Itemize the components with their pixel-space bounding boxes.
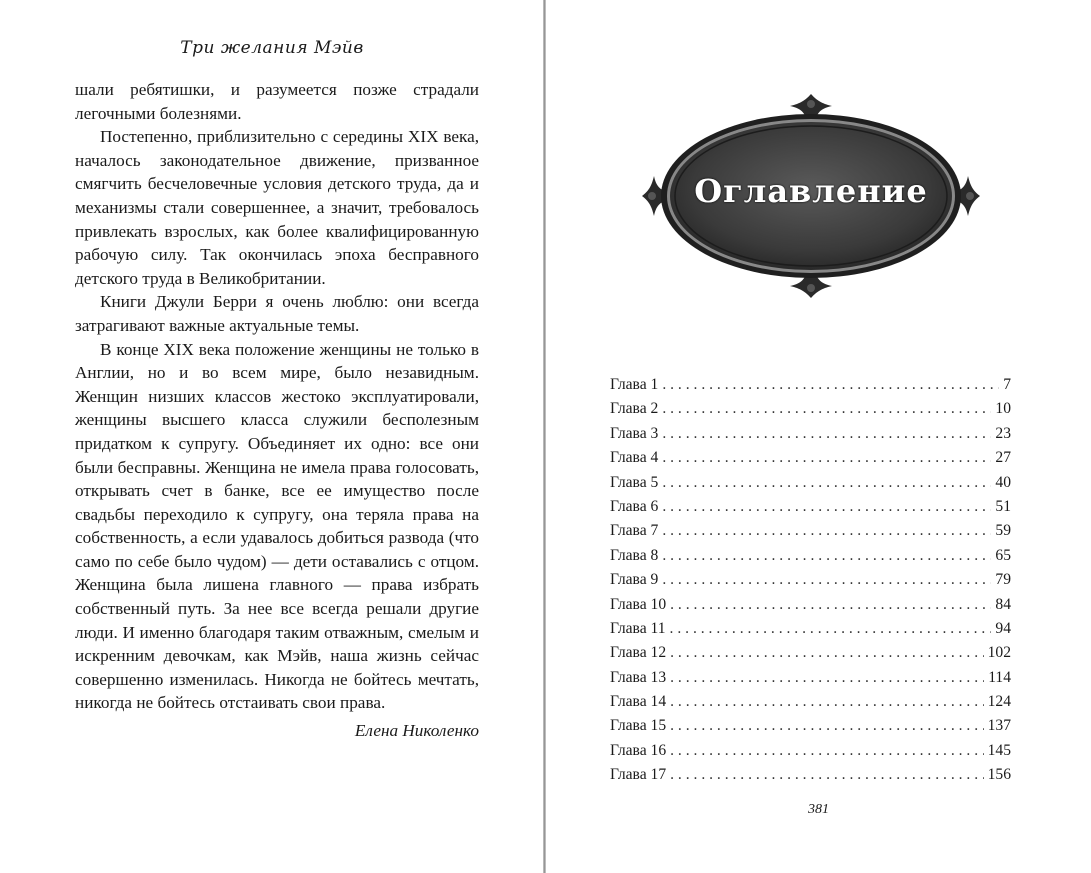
toc-leader	[670, 714, 983, 738]
toc-row[interactable]	[610, 446, 1011, 470]
toc-leader	[662, 373, 999, 397]
toc-page-number: 102	[987, 644, 1011, 662]
toc-label: Глава 15	[610, 717, 667, 735]
toc-leader	[670, 690, 983, 714]
table-of-contents	[610, 373, 1011, 788]
toc-label: Глава 5	[610, 473, 659, 491]
toc-page-number: 137	[987, 717, 1011, 735]
toc-row[interactable]	[610, 422, 1011, 446]
toc-leader	[662, 397, 991, 421]
toc-label: Глава 9	[610, 571, 659, 589]
toc-row[interactable]	[610, 544, 1011, 568]
toc-page-number: 124	[987, 693, 1011, 711]
toc-row[interactable]	[610, 690, 1011, 714]
body-text	[75, 78, 479, 743]
toc-row[interactable]	[610, 666, 1011, 690]
toc-row[interactable]	[610, 471, 1011, 495]
toc-row[interactable]	[610, 373, 1011, 397]
toc-leader	[662, 568, 991, 592]
toc-leader	[670, 641, 983, 665]
page-number: 381	[808, 802, 829, 817]
toc-leader	[662, 519, 991, 543]
left-page	[0, 0, 544, 873]
toc-label: Глава 13	[610, 668, 667, 686]
toc-page-number: 40	[995, 473, 1011, 491]
toc-label: Глава 12	[610, 644, 667, 662]
toc-leader	[670, 763, 983, 787]
toc-page-number: 51	[995, 497, 1011, 515]
paragraph-2: Постепенно, приблизительно с середины XIX века, началось законодательное движение, призванное смягчить бесчеловечные условия детского труда, да и механизмы стали совершеннее, а значит, требовалось привлекать взрослых, как более квалифицированную рабочую силу. Так окончилась эпоха бесправного детского труда в Великобритании.	[75, 127, 479, 288]
toc-page-number: 65	[995, 546, 1011, 564]
toc-page-number: 114	[988, 668, 1011, 686]
toc-leader	[662, 495, 991, 519]
toc-page-number: 7	[1003, 376, 1011, 393]
toc-row[interactable]	[610, 568, 1011, 592]
toc-label: Глава 17	[610, 766, 667, 784]
toc-page-number: 145	[987, 741, 1011, 759]
signature: Елена Николенко	[354, 721, 479, 741]
toc-page-number: 79	[995, 571, 1011, 589]
toc-page-number: 10	[995, 400, 1011, 418]
toc-label: Глава 2	[610, 400, 659, 418]
toc-row[interactable]	[610, 519, 1011, 543]
paragraph-1: шали ребятишки, и разумеется позже страдали легочными болезнями.	[75, 80, 479, 123]
toc-label: Глава 11	[610, 619, 666, 637]
toc-row[interactable]	[610, 617, 1011, 641]
toc-page-number: 84	[995, 595, 1011, 613]
toc-label: Глава 8	[610, 546, 659, 564]
toc-label: Глава 3	[610, 424, 659, 442]
toc-leader	[662, 422, 991, 446]
toc-label: Глава 16	[610, 741, 667, 759]
toc-row[interactable]	[610, 763, 1011, 787]
toc-leader	[670, 666, 984, 690]
toc-leader	[662, 471, 991, 495]
toc-row[interactable]	[610, 495, 1011, 519]
toc-leader	[670, 739, 983, 763]
toc-title: Оглавление	[694, 172, 928, 210]
toc-label: Глава 7	[610, 522, 659, 540]
paragraph-4: В конце XIX века положение женщины не только в Англии, но и во всем мире, было незавидным. Женщин низших классов жестоко эксплуатировали, женщины высшего класса служили бесполезным придатком к супругу. Объединяет их одно: все они были бесправны. Женщина не имела права голосовать, открывать счет в банке, все ее имущество после свадьбы переходило к супругу, она теряла права на собственность, а если удавалось добиться развода (что само по себе было чудом) — дети оставались с отцом. Женщина была лишена главного — права избрать собственный путь. За нее все всегда решали другие люди. И именно благодаря таким отважным, смелым и искренним девочкам, как Мэйв, наша жизнь сейчас совершенно изменилась. Никогда не бойтесь мечтать, никогда не бойтесь отстаивать свои права.	[75, 339, 479, 713]
toc-leader	[662, 446, 991, 470]
toc-row[interactable]	[610, 593, 1011, 617]
running-head: Три желания Мэйв	[180, 38, 364, 58]
toc-label: Глава 6	[610, 497, 659, 515]
toc-page-number: 23	[995, 424, 1011, 442]
toc-page-number: 156	[987, 766, 1011, 784]
toc-label: Глава 4	[610, 449, 659, 467]
toc-leader	[670, 593, 991, 617]
toc-leader	[670, 617, 992, 641]
toc-row[interactable]	[610, 397, 1011, 421]
toc-row[interactable]	[610, 641, 1011, 665]
toc-row[interactable]	[610, 739, 1011, 763]
toc-label: Глава 10	[610, 595, 667, 613]
toc-label: Глава 14	[610, 693, 667, 711]
toc-label: Глава 1	[610, 376, 659, 393]
toc-page-number: 59	[995, 522, 1011, 540]
toc-row[interactable]	[610, 714, 1011, 738]
toc-leader	[662, 544, 991, 568]
toc-page-number: 27	[995, 449, 1011, 467]
paragraph-3: Книги Джули Берри я очень люблю: они всегда затрагивают важные актуальные темы.	[75, 292, 479, 335]
toc-page-number: 94	[995, 619, 1011, 637]
